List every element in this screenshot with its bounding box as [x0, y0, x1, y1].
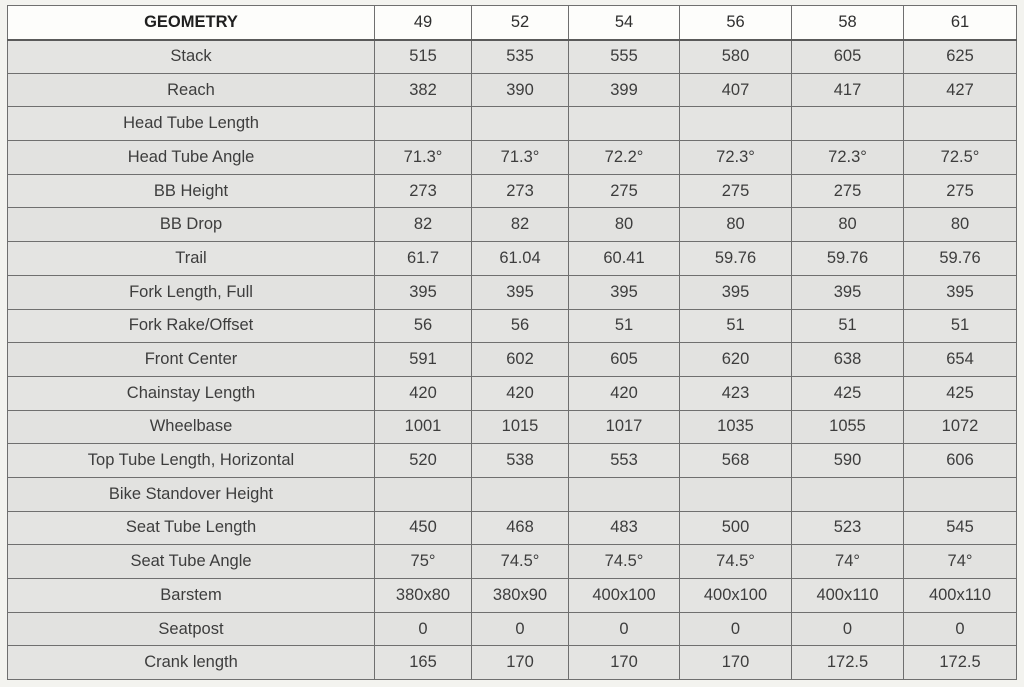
table-row: [8, 444, 1017, 478]
table-cell: 395: [472, 275, 569, 309]
table-cell: 468: [472, 511, 569, 545]
table-cell: [375, 107, 472, 141]
table-header: [8, 6, 1017, 40]
table-cell: [375, 477, 472, 511]
table-cell: 80: [904, 208, 1017, 242]
size-header-49: 49: [375, 6, 472, 40]
table-row: [8, 579, 1017, 613]
table-cell: 0: [904, 612, 1017, 646]
geometry-table: [7, 5, 1017, 680]
table-cell: 82: [472, 208, 569, 242]
row-label: Top Tube Length, Horizontal: [8, 444, 375, 478]
row-label: Front Center: [8, 343, 375, 377]
table-cell: 395: [904, 275, 1017, 309]
table-cell: 602: [472, 343, 569, 377]
size-header-56: 56: [680, 6, 792, 40]
table-cell: 273: [375, 174, 472, 208]
table-row: [8, 174, 1017, 208]
table-cell: 273: [472, 174, 569, 208]
table-cell: 654: [904, 343, 1017, 377]
row-label: Seat Tube Length: [8, 511, 375, 545]
table-cell: 59.76: [792, 242, 904, 276]
table-cell: 0: [792, 612, 904, 646]
row-label: Barstem: [8, 579, 375, 613]
table-cell: [904, 477, 1017, 511]
table-cell: [904, 107, 1017, 141]
table-cell: 170: [569, 646, 680, 680]
table-cell: 535: [472, 40, 569, 74]
table-cell: 51: [569, 309, 680, 343]
table-cell: 400x100: [569, 579, 680, 613]
table-cell: 74.5°: [569, 545, 680, 579]
table-cell: 275: [792, 174, 904, 208]
table-cell: 74.5°: [680, 545, 792, 579]
table-cell: 0: [375, 612, 472, 646]
geometry-table-container: [7, 5, 1016, 680]
size-header-61: 61: [904, 6, 1017, 40]
table-cell: [569, 107, 680, 141]
table-row: [8, 511, 1017, 545]
row-label: Crank length: [8, 646, 375, 680]
table-cell: [472, 107, 569, 141]
header-row: [8, 6, 1017, 40]
table-cell: 60.41: [569, 242, 680, 276]
table-row: [8, 646, 1017, 680]
table-cell: 395: [569, 275, 680, 309]
table-cell: 74.5°: [472, 545, 569, 579]
row-label: Head Tube Length: [8, 107, 375, 141]
table-row: [8, 73, 1017, 107]
table-cell: 1001: [375, 410, 472, 444]
row-label: Wheelbase: [8, 410, 375, 444]
table-cell: 80: [792, 208, 904, 242]
table-cell: 71.3°: [472, 141, 569, 175]
table-cell: 56: [472, 309, 569, 343]
table-cell: 395: [680, 275, 792, 309]
table-cell: 275: [569, 174, 680, 208]
table-cell: 380x80: [375, 579, 472, 613]
table-cell: 400x110: [792, 579, 904, 613]
row-label: Fork Rake/Offset: [8, 309, 375, 343]
table-cell: 390: [472, 73, 569, 107]
table-row: [8, 545, 1017, 579]
table-cell: 59.76: [680, 242, 792, 276]
table-row: [8, 275, 1017, 309]
table-cell: 380x90: [472, 579, 569, 613]
geometry-header: GEOMETRY: [8, 6, 375, 40]
table-cell: 172.5: [904, 646, 1017, 680]
table-cell: 523: [792, 511, 904, 545]
table-cell: 170: [472, 646, 569, 680]
table-cell: 538: [472, 444, 569, 478]
table-cell: 555: [569, 40, 680, 74]
table-cell: 74°: [792, 545, 904, 579]
table-row: [8, 107, 1017, 141]
table-cell: 425: [792, 376, 904, 410]
table-cell: 605: [792, 40, 904, 74]
row-label: Reach: [8, 73, 375, 107]
table-row: [8, 242, 1017, 276]
table-cell: 605: [569, 343, 680, 377]
table-cell: 72.3°: [792, 141, 904, 175]
row-label: Fork Length, Full: [8, 275, 375, 309]
row-label: Head Tube Angle: [8, 141, 375, 175]
table-cell: [792, 107, 904, 141]
table-cell: [569, 477, 680, 511]
table-cell: 61.04: [472, 242, 569, 276]
table-cell: [680, 107, 792, 141]
table-cell: 172.5: [792, 646, 904, 680]
table-cell: 400x110: [904, 579, 1017, 613]
size-header-58: 58: [792, 6, 904, 40]
row-label: Bike Standover Height: [8, 477, 375, 511]
table-cell: 1017: [569, 410, 680, 444]
table-row: [8, 410, 1017, 444]
table-row: [8, 343, 1017, 377]
table-cell: 80: [680, 208, 792, 242]
table-cell: 417: [792, 73, 904, 107]
row-label: BB Height: [8, 174, 375, 208]
table-cell: 74°: [904, 545, 1017, 579]
table-cell: 399: [569, 73, 680, 107]
table-cell: 1015: [472, 410, 569, 444]
table-cell: 1055: [792, 410, 904, 444]
table-row: [8, 141, 1017, 175]
table-cell: 71.3°: [375, 141, 472, 175]
row-label: Seatpost: [8, 612, 375, 646]
table-cell: 450: [375, 511, 472, 545]
table-cell: [680, 477, 792, 511]
table-cell: 1035: [680, 410, 792, 444]
table-row: [8, 477, 1017, 511]
table-cell: 0: [680, 612, 792, 646]
table-row: [8, 612, 1017, 646]
table-cell: 620: [680, 343, 792, 377]
table-cell: 606: [904, 444, 1017, 478]
row-label: Chainstay Length: [8, 376, 375, 410]
table-cell: 395: [375, 275, 472, 309]
table-cell: 590: [792, 444, 904, 478]
table-cell: 51: [792, 309, 904, 343]
table-cell: 61.7: [375, 242, 472, 276]
table-cell: 553: [569, 444, 680, 478]
table-cell: 395: [792, 275, 904, 309]
table-row: [8, 208, 1017, 242]
table-cell: 545: [904, 511, 1017, 545]
table-row: [8, 376, 1017, 410]
table-cell: 170: [680, 646, 792, 680]
table-cell: 75°: [375, 545, 472, 579]
table-cell: 0: [472, 612, 569, 646]
table-cell: 520: [375, 444, 472, 478]
table-cell: 382: [375, 73, 472, 107]
table-cell: 275: [680, 174, 792, 208]
table-cell: 51: [904, 309, 1017, 343]
table-cell: 568: [680, 444, 792, 478]
table-cell: 82: [375, 208, 472, 242]
table-cell: [472, 477, 569, 511]
row-label: BB Drop: [8, 208, 375, 242]
table-cell: 80: [569, 208, 680, 242]
table-cell: 625: [904, 40, 1017, 74]
table-cell: 427: [904, 73, 1017, 107]
table-cell: 423: [680, 376, 792, 410]
table-row: [8, 40, 1017, 74]
table-cell: 275: [904, 174, 1017, 208]
table-cell: 420: [569, 376, 680, 410]
table-cell: 51: [680, 309, 792, 343]
table-cell: [792, 477, 904, 511]
table-cell: 407: [680, 73, 792, 107]
size-header-52: 52: [472, 6, 569, 40]
table-row: [8, 309, 1017, 343]
table-cell: 425: [904, 376, 1017, 410]
table-cell: 0: [569, 612, 680, 646]
table-cell: 72.5°: [904, 141, 1017, 175]
size-header-54: 54: [569, 6, 680, 40]
row-label: Trail: [8, 242, 375, 276]
row-label: Seat Tube Angle: [8, 545, 375, 579]
table-cell: 1072: [904, 410, 1017, 444]
table-cell: 59.76: [904, 242, 1017, 276]
table-cell: 165: [375, 646, 472, 680]
table-cell: 638: [792, 343, 904, 377]
table-cell: 400x100: [680, 579, 792, 613]
table-cell: 72.3°: [680, 141, 792, 175]
table-cell: 515: [375, 40, 472, 74]
table-cell: 500: [680, 511, 792, 545]
table-cell: 420: [472, 376, 569, 410]
table-cell: 580: [680, 40, 792, 74]
table-cell: 483: [569, 511, 680, 545]
row-label: Stack: [8, 40, 375, 74]
table-body: [8, 40, 1017, 680]
table-cell: 420: [375, 376, 472, 410]
table-cell: 56: [375, 309, 472, 343]
table-cell: 591: [375, 343, 472, 377]
table-cell: 72.2°: [569, 141, 680, 175]
